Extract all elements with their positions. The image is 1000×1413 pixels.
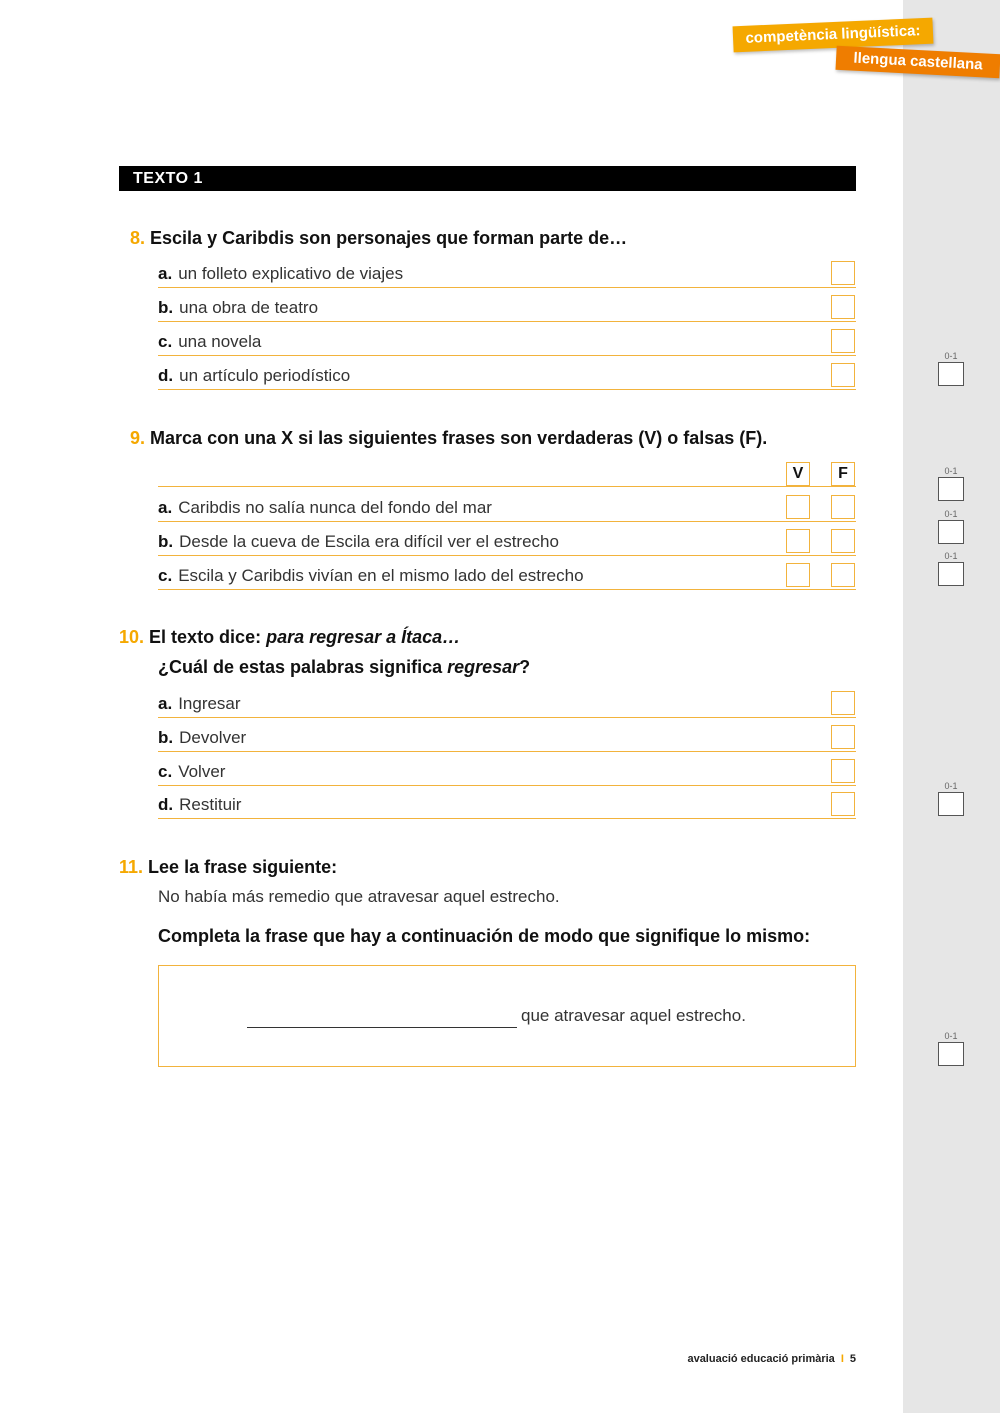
score-sidebar <box>903 0 1000 1413</box>
score-box[interactable] <box>938 792 964 816</box>
question-text-suffix: ? <box>519 657 531 677</box>
option-letter: b. <box>158 298 174 317</box>
q10-checkbox-d[interactable] <box>831 792 855 816</box>
q10-option-b <box>158 725 856 752</box>
q8-option-d <box>158 363 856 390</box>
option-letter: d. <box>158 366 174 385</box>
score-label: 0-1 <box>944 781 958 791</box>
q9a-true-checkbox[interactable] <box>786 495 810 519</box>
footer-separator: I <box>840 1353 844 1365</box>
q10-option-d <box>158 792 856 819</box>
score-q9a <box>938 465 964 501</box>
option-text: una obra de teatro <box>179 298 319 317</box>
question-number: 11. <box>119 857 144 877</box>
option-text: Volver <box>178 762 226 781</box>
option-letter: a. <box>158 498 173 517</box>
option-letter: d. <box>158 795 174 814</box>
question-text: Marca con una X si las siguientes frases son verdaderas (V) o falsas (F). <box>150 428 768 448</box>
q11-instruction: Completa la frase que hay a continuación de modo que signifique lo mismo: <box>158 926 811 946</box>
score-label: 0-1 <box>944 509 958 519</box>
question-10 <box>119 627 460 648</box>
score-box[interactable] <box>938 520 964 544</box>
q9-statement-b <box>158 529 856 556</box>
q8-option-b <box>158 295 856 322</box>
question-text-prefix: ¿Cuál de estas palabras significa <box>158 657 448 677</box>
q8-checkbox-a[interactable] <box>831 261 855 285</box>
q9-statement-a <box>158 495 856 522</box>
option-letter: c. <box>158 566 173 585</box>
option-letter: a. <box>158 694 173 713</box>
q9c-false-checkbox[interactable] <box>831 563 855 587</box>
option-text: Escila y Caribdis vivían en el mismo lado del estrecho <box>178 566 584 585</box>
false-column-header: F <box>831 462 855 486</box>
q10-checkbox-c[interactable] <box>831 759 855 783</box>
question-keyword: regresar <box>447 657 520 677</box>
q10-option-a <box>158 691 856 718</box>
q8-checkbox-d[interactable] <box>831 363 855 387</box>
q10-option-c <box>158 759 856 786</box>
score-label: 0-1 <box>944 351 958 361</box>
score-box[interactable] <box>938 1042 964 1066</box>
q9b-true-checkbox[interactable] <box>786 529 810 553</box>
score-label: 0-1 <box>944 466 958 476</box>
option-letter: c. <box>158 332 173 351</box>
section-title: TEXTO 1 <box>119 166 856 191</box>
question-text: Lee la frase siguiente: <box>148 857 338 877</box>
question-text: Escila y Caribdis son personajes que forman parte de… <box>150 228 628 248</box>
option-letter: c. <box>158 762 173 781</box>
q10-checkbox-b[interactable] <box>831 725 855 749</box>
score-box[interactable] <box>938 477 964 501</box>
question-9 <box>130 428 767 449</box>
score-label: 0-1 <box>944 551 958 561</box>
question-quote: para regresar a Ítaca… <box>266 627 461 647</box>
q8-option-a <box>158 261 856 288</box>
q11-completion-text: que atravesar aquel estrecho. <box>521 1006 746 1025</box>
page-number: 5 <box>849 1353 856 1365</box>
score-q11 <box>938 1030 964 1066</box>
subject-tag-language: llengua castellana <box>835 46 1000 79</box>
option-text: Devolver <box>179 728 247 747</box>
option-letter: a. <box>158 264 173 283</box>
option-text: un artículo periodístico <box>179 366 351 385</box>
q11-sentence: No había más remedio que atravesar aquel estrecho. <box>158 887 560 906</box>
footer-label: avaluació educació primària <box>687 1353 835 1365</box>
header-divider <box>158 486 856 487</box>
q11-answer-box <box>158 965 856 1067</box>
true-column-header: V <box>786 462 810 486</box>
q9a-false-checkbox[interactable] <box>831 495 855 519</box>
option-text: un folleto explicativo de viajes <box>178 264 404 283</box>
question-8 <box>130 228 627 249</box>
option-letter: b. <box>158 728 174 747</box>
option-text: Desde la cueva de Escila era difícil ver el estrecho <box>179 532 559 551</box>
score-q9c <box>938 550 964 586</box>
score-q9b <box>938 508 964 544</box>
q8-checkbox-c[interactable] <box>831 329 855 353</box>
q9c-true-checkbox[interactable] <box>786 563 810 587</box>
question-text-prefix: El texto dice: <box>149 627 267 647</box>
question-number: 8. <box>130 228 146 248</box>
q9b-false-checkbox[interactable] <box>831 529 855 553</box>
option-text: Ingresar <box>178 694 241 713</box>
score-label: 0-1 <box>944 1031 958 1041</box>
option-letter: b. <box>158 532 174 551</box>
option-text: una novela <box>178 332 262 351</box>
q9-statement-c <box>158 563 856 590</box>
q11-answer-blank[interactable] <box>247 1027 517 1028</box>
score-q8 <box>938 350 964 386</box>
score-box[interactable] <box>938 562 964 586</box>
page-footer <box>687 1353 856 1365</box>
option-text: Restituir <box>179 795 242 814</box>
question-number: 9. <box>130 428 146 448</box>
option-text: Caribdis no salía nunca del fondo del mar <box>178 498 492 517</box>
q10-checkbox-a[interactable] <box>831 691 855 715</box>
question-number: 10. <box>119 627 145 647</box>
score-q10 <box>938 780 964 816</box>
subject-tag-competence: competència lingüística: <box>733 18 934 53</box>
question-10-line2 <box>158 657 530 678</box>
score-box[interactable] <box>938 362 964 386</box>
q8-checkbox-b[interactable] <box>831 295 855 319</box>
q8-option-c <box>158 329 856 356</box>
question-11 <box>119 857 337 878</box>
